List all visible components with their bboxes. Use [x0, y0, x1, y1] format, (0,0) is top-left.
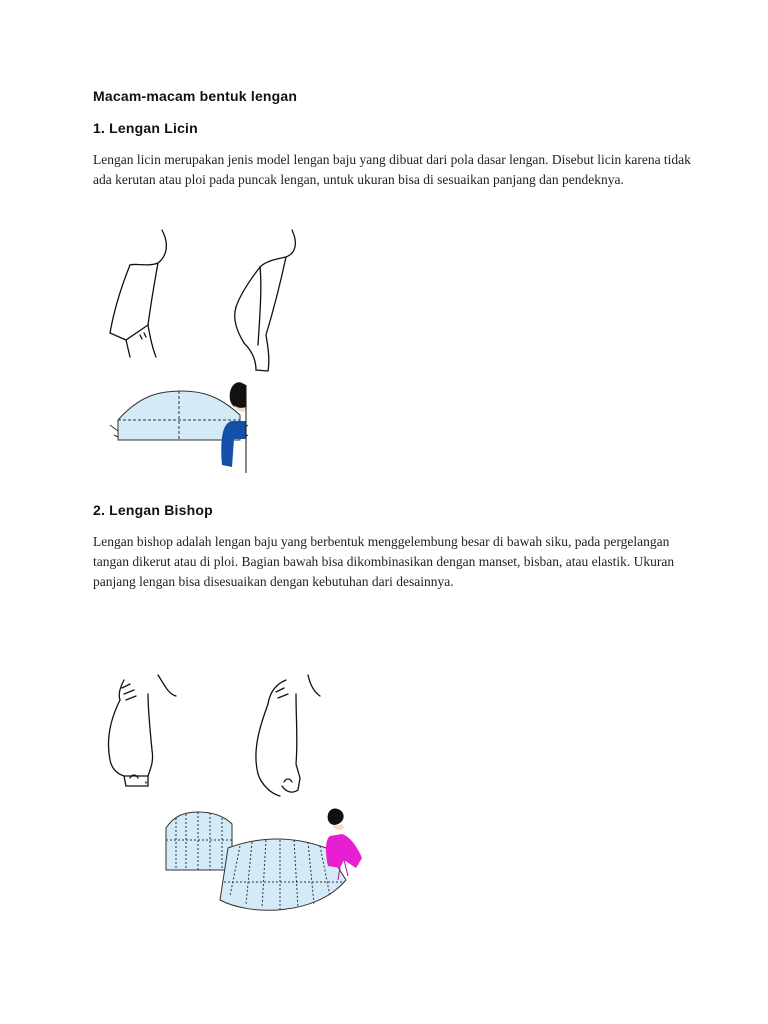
section-body-lengan-licin: Lengan licin merupakan jenis model lengan baju yang dibuat dari pola dasar lengan. Disebut licin karena tidak ada kerutan atau ploi pada puncak lengan, untuk ukuran bisa di sesuaikan panjang dan pendeknya.	[93, 152, 691, 187]
section-body-lengan-bishop: Lengan bishop adalah lengan baju yang berbentuk menggelembung besar di bawah siku, pada pergelangan tangan dikerut atau di ploi. Bagian bawah bisa dikombinasikan dengan manset, bisban, atau elastik. Ukuran panjang lengan bisa disesuaikan dengan kebutuhan dari desainnya.	[93, 534, 675, 589]
section-heading-lengan-bishop: 2. Lengan Bishop	[93, 502, 213, 518]
lengan-licin-illustration	[100, 225, 310, 475]
lengan-bishop-illustration	[100, 670, 375, 920]
section-heading-lengan-licin: 1. Lengan Licin	[93, 120, 198, 136]
document-title: Macam-macam bentuk lengan	[93, 88, 298, 104]
